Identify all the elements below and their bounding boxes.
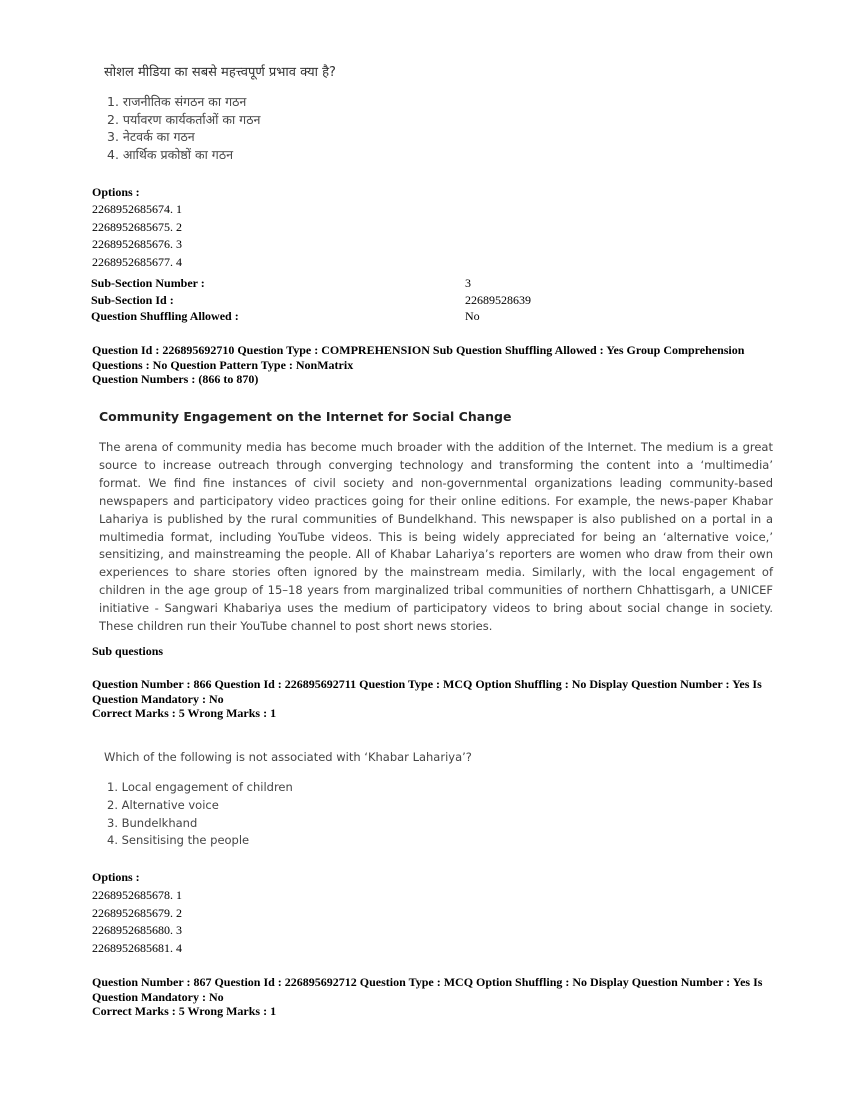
question-867-meta (92, 975, 772, 1019)
options-list (92, 201, 182, 271)
choice-item: 4. Sensitising the people (107, 833, 250, 848)
option-item: 2268952685679. 2 (92, 905, 182, 920)
choice-item: 1. Local engagement of children (107, 780, 293, 794)
choice-item: 4. आर्थिक प्रकोष्ठों का गठन (107, 146, 234, 162)
meta-line: Question Mandatory : No (92, 989, 224, 1004)
choice-item: 1. राजनीतिक संगठन का गठन (107, 94, 247, 109)
meta-line: Questions : No Question Pattern Type : NonMatrix (92, 357, 354, 372)
option-item: 2268952685676. 3 (92, 237, 182, 251)
choice-item: 3. नेटवर्क का गठन (107, 129, 195, 144)
choice-list (107, 779, 293, 850)
passage-title: Community Engagement on the Internet for Social Change (99, 409, 512, 424)
option-item: 2268952685674. 1 (92, 202, 182, 216)
choice-item: 2. पर्यावरण कार्यकर्ताओं का गठन (107, 111, 261, 127)
options-list (92, 887, 182, 957)
subsection-number-label: Sub-Section Number : (91, 276, 205, 290)
sub-questions-label: Sub questions (92, 644, 164, 658)
option-item: 2268952685678. 1 (92, 888, 182, 902)
options-label: Options : (92, 185, 140, 199)
subsection-number-value: 3 (465, 276, 471, 290)
meta-line: Question Number : 867 Question Id : 226895692712 Question Type : MCQ Option Shuffling : No Display Question Number : Yes Is (92, 975, 763, 989)
meta-line: Question Id : 226895692710 Question Type : COMPREHENSION Sub Question Shuffling Allowed : Yes Group Comprehension (92, 343, 745, 357)
meta-line: Question Mandatory : No (92, 691, 224, 706)
question-text: सोशल मीडिया का सबसे महत्त्वपूर्ण प्रभाव क्या है? (104, 65, 336, 80)
option-item: 2268952685680. 3 (92, 923, 182, 937)
question-numbers: Question Numbers : (866 to 870) (92, 372, 259, 386)
question-866-meta (92, 677, 772, 721)
marks-line: Correct Marks : 5 Wrong Marks : 1 (92, 1004, 277, 1018)
subsection-info (91, 275, 691, 325)
option-item: 2268952685675. 2 (92, 219, 182, 234)
marks-line: Correct Marks : 5 Wrong Marks : 1 (92, 706, 277, 720)
passage-body: The arena of community media has become much broader with the addition of the Internet. The medium is a great source to increase outreach through converging technology and transforming the content into a ‘multimedia’ format. We find fine instances of civil society and non-governmental organizations leading community-based newspapers and participatory video practices going for their online editions. For example, the news-paper Khabar Lahariya is published by the rural communities of Bundelkhand. This newspaper is also published on a portal in a multimedia format, including YouTube videos. This is being widely appreciated for being an ‘alternative voice,’ sensitizing, and mainstreaming the people. All of Khabar Lahariya’s reporters are women who draw from their own experiences to share stories often ignored by the mainstream media. Similarly, with the local engagement of children in the age group of 15–18 years from marginalized tribal communities of northern Chhattisgarh, a UNICEF initiative - Sangwari Khabariya uses the medium of participatory videos to bring about social change in society. These children run their YouTube channel to post short news stories. (99, 440, 773, 634)
option-item: 2268952685681. 4 (92, 940, 182, 955)
comprehension-meta (92, 343, 772, 387)
subsection-id-value: 22689528639 (465, 292, 531, 307)
question-866-text: Which of the following is not associated with ‘Khabar Lahariya’? (104, 750, 472, 764)
shuffle-value: No (465, 309, 480, 323)
subsection-id-label: Sub-Section Id : (91, 292, 174, 307)
meta-line: Question Number : 866 Question Id : 226895692711 Question Type : MCQ Option Shuffling : No Display Question Number : Yes Is (92, 677, 762, 691)
options-label: Options : (92, 870, 140, 884)
option-item: 2268952685677. 4 (92, 254, 182, 269)
shuffle-label: Question Shuffling Allowed : (91, 309, 239, 323)
choice-item: 2. Alternative voice (107, 797, 219, 812)
choice-item: 3. Bundelkhand (107, 815, 198, 830)
choice-list (107, 93, 260, 163)
